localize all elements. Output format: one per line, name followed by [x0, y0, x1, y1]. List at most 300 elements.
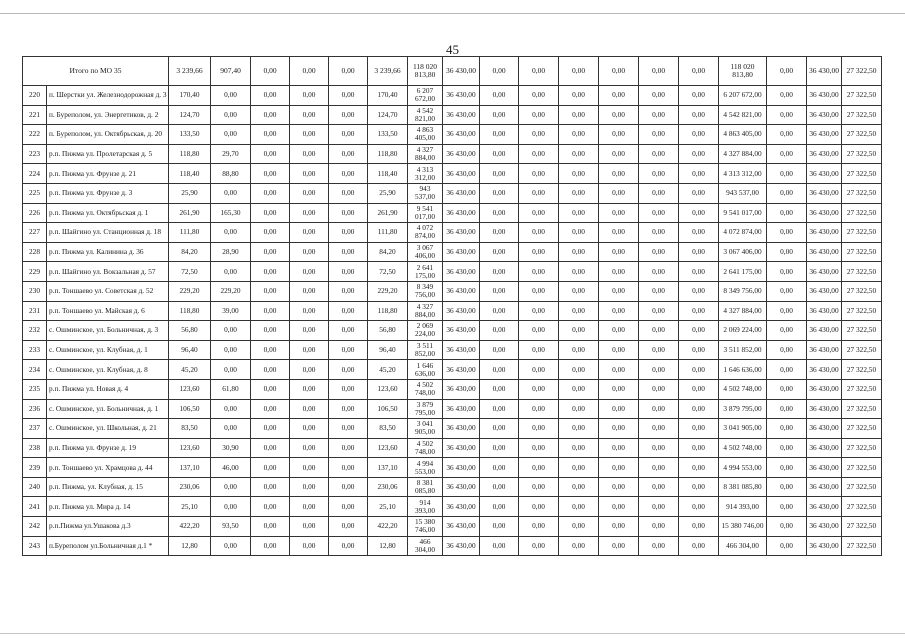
value-cell: 36 430,00	[443, 144, 480, 164]
value-cell: 0,00	[480, 223, 519, 243]
value-cell: 0,00	[679, 321, 719, 341]
value-cell: 0,00	[480, 517, 519, 537]
value-cell: 0,00	[679, 203, 719, 223]
value-cell: 0,00	[519, 399, 559, 419]
value-cell: 0,00	[480, 125, 519, 145]
value-cell: 0,00	[519, 262, 559, 282]
table-row	[23, 262, 882, 282]
value-cell: 61,80	[211, 379, 251, 399]
value-cell: 6 207 672,00	[719, 86, 767, 106]
value-cell: 25,10	[169, 497, 211, 517]
value-cell: 0,00	[599, 281, 639, 301]
value-cell: 0,00	[519, 203, 559, 223]
value-cell: 46,00	[211, 458, 251, 478]
value-cell: 36 430,00	[807, 438, 842, 458]
row-number: 227	[23, 223, 47, 243]
value-cell: 0,00	[599, 183, 639, 203]
value-cell: 36 430,00	[807, 360, 842, 380]
value-cell: 0,00	[480, 86, 519, 106]
total-cell: 3 239,66	[368, 57, 408, 86]
value-cell: 0,00	[480, 144, 519, 164]
value-cell: 3 041 905,00	[719, 419, 767, 439]
value-cell: 0,00	[290, 105, 329, 125]
value-cell: 0,00	[211, 477, 251, 497]
value-cell: 96,40	[169, 340, 211, 360]
address-cell: п.Буреполом ул.Больничная д.1 *	[47, 536, 169, 556]
row-number: 241	[23, 497, 47, 517]
value-cell: 0,00	[767, 419, 807, 439]
value-cell: 0,00	[329, 183, 368, 203]
value-cell: 0,00	[679, 458, 719, 478]
value-cell: 36 430,00	[443, 105, 480, 125]
value-cell: 0,00	[767, 144, 807, 164]
value-cell: 0,00	[767, 497, 807, 517]
value-cell: 72,50	[368, 262, 408, 282]
value-cell: 27 322,50	[842, 105, 882, 125]
value-cell: 0,00	[639, 301, 679, 321]
value-cell: 229,20	[211, 281, 251, 301]
value-cell: 0,00	[679, 419, 719, 439]
value-cell: 25,10	[368, 497, 408, 517]
value-cell: 27 322,50	[842, 399, 882, 419]
value-cell: 4 863 405,00	[719, 125, 767, 145]
value-cell: 118,80	[169, 301, 211, 321]
value-cell: 0,00	[767, 340, 807, 360]
value-cell: 0,00	[559, 517, 599, 537]
value-cell: 0,00	[679, 125, 719, 145]
address-cell: р.п. Тоншаево ул. Храмцова д. 44	[47, 458, 169, 478]
total-cell: 0,00	[639, 57, 679, 86]
value-cell: 0,00	[251, 477, 290, 497]
row-number: 239	[23, 458, 47, 478]
value-cell: 0,00	[211, 536, 251, 556]
value-cell: 84,20	[169, 242, 211, 262]
value-cell: 0,00	[599, 360, 639, 380]
value-cell: 0,00	[599, 301, 639, 321]
value-cell: 0,00	[639, 458, 679, 478]
value-cell: 0,00	[519, 105, 559, 125]
value-cell: 0,00	[251, 86, 290, 106]
row-number: 233	[23, 340, 47, 360]
value-cell: 0,00	[211, 262, 251, 282]
value-cell: 36 430,00	[443, 477, 480, 497]
value-cell: 422,20	[169, 517, 211, 537]
value-cell: 0,00	[767, 262, 807, 282]
value-cell: 0,00	[329, 105, 368, 125]
value-cell: 0,00	[679, 262, 719, 282]
data-table	[22, 56, 882, 556]
value-cell: 6 207 672,00	[408, 86, 443, 106]
address-cell: р.п. Пижма ул. Калинина д. 36	[47, 242, 169, 262]
value-cell: 27 322,50	[842, 242, 882, 262]
value-cell: 0,00	[639, 86, 679, 106]
value-cell: 0,00	[290, 203, 329, 223]
value-cell: 0,00	[559, 536, 599, 556]
table-row	[23, 125, 882, 145]
value-cell: 36 430,00	[807, 125, 842, 145]
table-row	[23, 281, 882, 301]
value-cell: 0,00	[480, 477, 519, 497]
value-cell: 0,00	[251, 321, 290, 341]
value-cell: 0,00	[251, 301, 290, 321]
value-cell: 0,00	[290, 536, 329, 556]
value-cell: 0,00	[559, 86, 599, 106]
value-cell: 27 322,50	[842, 477, 882, 497]
value-cell: 0,00	[251, 105, 290, 125]
address-cell: р.п. Шайгино ул. Станционная д. 18	[47, 223, 169, 243]
value-cell: 4 072 874,00	[719, 223, 767, 243]
value-cell: 36 430,00	[443, 438, 480, 458]
value-cell: 0,00	[767, 477, 807, 497]
value-cell: 0,00	[559, 144, 599, 164]
value-cell: 0,00	[767, 223, 807, 243]
value-cell: 0,00	[251, 399, 290, 419]
row-number: 220	[23, 86, 47, 106]
value-cell: 27 322,50	[842, 125, 882, 145]
value-cell: 0,00	[519, 281, 559, 301]
value-cell: 0,00	[290, 164, 329, 184]
table-row	[23, 419, 882, 439]
value-cell: 36 430,00	[807, 517, 842, 537]
value-cell: 36 430,00	[443, 125, 480, 145]
value-cell: 27 322,50	[842, 379, 882, 399]
value-cell: 8 349 756,00	[719, 281, 767, 301]
value-cell: 36 430,00	[443, 183, 480, 203]
value-cell: 36 430,00	[443, 321, 480, 341]
address-cell: с. Ошминское, ул. Больничная, д. 3	[47, 321, 169, 341]
value-cell: 0,00	[290, 477, 329, 497]
value-cell: 0,00	[211, 399, 251, 419]
value-cell: 0,00	[679, 399, 719, 419]
value-cell: 0,00	[679, 517, 719, 537]
value-cell: 0,00	[679, 281, 719, 301]
value-cell: 36 430,00	[807, 477, 842, 497]
value-cell: 0,00	[480, 301, 519, 321]
value-cell: 0,00	[559, 419, 599, 439]
row-number: 242	[23, 517, 47, 537]
value-cell: 3 041 905,00	[408, 419, 443, 439]
address-cell: р.п. Пижма ул. Пролетарская д. 5	[47, 144, 169, 164]
value-cell: 36 430,00	[807, 86, 842, 106]
value-cell: 0,00	[519, 419, 559, 439]
value-cell: 0,00	[519, 340, 559, 360]
value-cell: 0,00	[480, 497, 519, 517]
value-cell: 36 430,00	[807, 399, 842, 419]
value-cell: 0,00	[519, 477, 559, 497]
total-cell: 0,00	[679, 57, 719, 86]
value-cell: 0,00	[639, 536, 679, 556]
value-cell: 36 430,00	[807, 321, 842, 341]
value-cell: 36 430,00	[443, 242, 480, 262]
value-cell: 0,00	[599, 164, 639, 184]
table-row	[23, 536, 882, 556]
value-cell: 0,00	[480, 360, 519, 380]
row-number: 229	[23, 262, 47, 282]
value-cell: 229,20	[169, 281, 211, 301]
table-row	[23, 242, 882, 262]
address-cell: р.п. Пижма ул. Фрунзе д. 3	[47, 183, 169, 203]
value-cell: 230,06	[368, 477, 408, 497]
row-number: 238	[23, 438, 47, 458]
value-cell: 914 393,00	[408, 497, 443, 517]
value-cell: 27 322,50	[842, 262, 882, 282]
table-row	[23, 105, 882, 125]
value-cell: 4 502 748,00	[408, 379, 443, 399]
value-cell: 118,40	[169, 164, 211, 184]
value-cell: 4 327 884,00	[719, 301, 767, 321]
value-cell: 0,00	[290, 360, 329, 380]
value-cell: 0,00	[480, 321, 519, 341]
table-row	[23, 458, 882, 478]
total-cell: 118 020 813,80	[408, 57, 443, 86]
value-cell: 36 430,00	[807, 340, 842, 360]
value-cell: 0,00	[599, 144, 639, 164]
value-cell: 0,00	[251, 379, 290, 399]
value-cell: 0,00	[480, 105, 519, 125]
total-cell: 907,40	[211, 57, 251, 86]
value-cell: 0,00	[599, 477, 639, 497]
value-cell: 0,00	[599, 419, 639, 439]
value-cell: 0,00	[559, 360, 599, 380]
value-cell: 8 381 085,80	[719, 477, 767, 497]
row-number: 235	[23, 379, 47, 399]
value-cell: 0,00	[767, 183, 807, 203]
value-cell: 27 322,50	[842, 438, 882, 458]
value-cell: 56,80	[169, 321, 211, 341]
value-cell: 0,00	[251, 517, 290, 537]
value-cell: 0,00	[679, 301, 719, 321]
value-cell: 72,50	[169, 262, 211, 282]
address-cell: р.п. Шайгино ул. Вокзальная д. 57	[47, 262, 169, 282]
value-cell: 36 430,00	[807, 144, 842, 164]
value-cell: 36 430,00	[807, 497, 842, 517]
address-cell: с. Ошминское, ул. Клубная, д. 1	[47, 340, 169, 360]
value-cell: 3 067 406,00	[408, 242, 443, 262]
address-cell: п. Шерстки ул. Железнодорожная д. 3	[47, 86, 169, 106]
value-cell: 0,00	[519, 86, 559, 106]
value-cell: 27 322,50	[842, 183, 882, 203]
table-row	[23, 164, 882, 184]
value-cell: 0,00	[599, 379, 639, 399]
value-cell: 0,00	[767, 321, 807, 341]
value-cell: 0,00	[679, 360, 719, 380]
value-cell: 0,00	[767, 125, 807, 145]
value-cell: 0,00	[639, 105, 679, 125]
value-cell: 123,60	[169, 438, 211, 458]
top-divider-line	[0, 13, 905, 14]
value-cell: 0,00	[519, 517, 559, 537]
value-cell: 0,00	[519, 242, 559, 262]
total-cell: 36 430,00	[807, 57, 842, 86]
value-cell: 36 430,00	[443, 517, 480, 537]
value-cell: 137,10	[368, 458, 408, 478]
value-cell: 165,30	[211, 203, 251, 223]
value-cell: 0,00	[639, 379, 679, 399]
value-cell: 0,00	[599, 399, 639, 419]
value-cell: 39,00	[211, 301, 251, 321]
value-cell: 0,00	[639, 125, 679, 145]
value-cell: 261,90	[169, 203, 211, 223]
address-cell: р.п. Пижма ул. Октябрьская д. 1	[47, 203, 169, 223]
value-cell: 27 322,50	[842, 301, 882, 321]
address-cell: р.п. Пижма ул. Мира д. 14	[47, 497, 169, 517]
bottom-divider-line	[0, 633, 905, 634]
value-cell: 0,00	[767, 379, 807, 399]
value-cell: 36 430,00	[807, 183, 842, 203]
value-cell: 4 327 884,00	[408, 144, 443, 164]
value-cell: 27 322,50	[842, 497, 882, 517]
page-number: 45	[446, 42, 459, 57]
value-cell: 0,00	[767, 399, 807, 419]
value-cell: 0,00	[251, 223, 290, 243]
value-cell: 133,50	[169, 125, 211, 145]
value-cell: 0,00	[251, 242, 290, 262]
value-cell: 0,00	[767, 203, 807, 223]
value-cell: 27 322,50	[842, 203, 882, 223]
value-cell: 0,00	[767, 281, 807, 301]
value-cell: 0,00	[559, 223, 599, 243]
table-row	[23, 379, 882, 399]
total-cell: 118 020 813,80	[719, 57, 767, 86]
value-cell: 0,00	[290, 497, 329, 517]
value-cell: 0,00	[480, 281, 519, 301]
value-cell: 0,00	[679, 340, 719, 360]
address-cell: р.п. Пижма, ул. Клубная, д. 15	[47, 477, 169, 497]
total-cell: 0,00	[251, 57, 290, 86]
value-cell: 0,00	[329, 203, 368, 223]
row-number: 234	[23, 360, 47, 380]
value-cell: 36 430,00	[443, 340, 480, 360]
value-cell: 0,00	[211, 321, 251, 341]
value-cell: 83,50	[169, 419, 211, 439]
value-cell: 261,90	[368, 203, 408, 223]
value-cell: 0,00	[767, 458, 807, 478]
value-cell: 25,90	[169, 183, 211, 203]
value-cell: 0,00	[679, 438, 719, 458]
value-cell: 2 641 175,00	[408, 262, 443, 282]
row-number: 232	[23, 321, 47, 341]
value-cell: 36 430,00	[807, 223, 842, 243]
value-cell: 0,00	[329, 399, 368, 419]
value-cell: 0,00	[679, 497, 719, 517]
value-cell: 0,00	[639, 497, 679, 517]
table-row	[23, 399, 882, 419]
value-cell: 0,00	[679, 223, 719, 243]
value-cell: 3 067 406,00	[719, 242, 767, 262]
value-cell: 0,00	[599, 203, 639, 223]
value-cell: 0,00	[329, 477, 368, 497]
value-cell: 123,60	[368, 379, 408, 399]
value-cell: 0,00	[559, 242, 599, 262]
value-cell: 0,00	[211, 105, 251, 125]
value-cell: 83,50	[368, 419, 408, 439]
value-cell: 0,00	[480, 419, 519, 439]
value-cell: 0,00	[329, 379, 368, 399]
value-cell: 0,00	[519, 125, 559, 145]
value-cell: 422,20	[368, 517, 408, 537]
value-cell: 4 327 884,00	[719, 144, 767, 164]
value-cell: 0,00	[251, 125, 290, 145]
row-number: 225	[23, 183, 47, 203]
value-cell: 170,40	[169, 86, 211, 106]
table-row	[23, 144, 882, 164]
row-number: 226	[23, 203, 47, 223]
row-number: 230	[23, 281, 47, 301]
value-cell: 0,00	[251, 164, 290, 184]
value-cell: 943 537,00	[719, 183, 767, 203]
value-cell: 0,00	[639, 183, 679, 203]
value-cell: 0,00	[251, 203, 290, 223]
value-cell: 4 327 884,00	[408, 301, 443, 321]
value-cell: 0,00	[329, 321, 368, 341]
value-cell: 0,00	[559, 438, 599, 458]
value-cell: 0,00	[251, 360, 290, 380]
value-cell: 0,00	[767, 164, 807, 184]
value-cell: 36 430,00	[807, 379, 842, 399]
value-cell: 1 646 636,00	[719, 360, 767, 380]
value-cell: 0,00	[599, 262, 639, 282]
value-cell: 0,00	[519, 379, 559, 399]
value-cell: 0,00	[329, 242, 368, 262]
value-cell: 0,00	[559, 477, 599, 497]
value-cell: 0,00	[290, 301, 329, 321]
value-cell: 0,00	[559, 497, 599, 517]
value-cell: 0,00	[559, 203, 599, 223]
value-cell: 0,00	[329, 517, 368, 537]
value-cell: 943 537,00	[408, 183, 443, 203]
value-cell: 0,00	[559, 399, 599, 419]
address-cell: с. Ошминское, ул. Больничная, д. 1	[47, 399, 169, 419]
value-cell: 0,00	[290, 340, 329, 360]
value-cell: 133,50	[368, 125, 408, 145]
value-cell: 36 430,00	[443, 86, 480, 106]
value-cell: 0,00	[290, 281, 329, 301]
value-cell: 0,00	[251, 438, 290, 458]
value-cell: 2 069 224,00	[719, 321, 767, 341]
value-cell: 0,00	[251, 419, 290, 439]
value-cell: 0,00	[480, 536, 519, 556]
value-cell: 0,00	[559, 321, 599, 341]
value-cell: 0,00	[480, 183, 519, 203]
value-cell: 0,00	[290, 399, 329, 419]
value-cell: 0,00	[290, 419, 329, 439]
value-cell: 0,00	[679, 477, 719, 497]
total-cell: 0,00	[559, 57, 599, 86]
table-row	[23, 183, 882, 203]
value-cell: 30,90	[211, 438, 251, 458]
value-cell: 0,00	[211, 360, 251, 380]
value-cell: 0,00	[767, 301, 807, 321]
value-cell: 0,00	[211, 86, 251, 106]
value-cell: 0,00	[679, 144, 719, 164]
value-cell: 0,00	[639, 399, 679, 419]
value-cell: 230,06	[169, 477, 211, 497]
value-cell: 36 430,00	[443, 203, 480, 223]
value-cell: 0,00	[639, 281, 679, 301]
value-cell: 27 322,50	[842, 86, 882, 106]
value-cell: 229,20	[368, 281, 408, 301]
value-cell: 137,10	[169, 458, 211, 478]
value-cell: 0,00	[559, 183, 599, 203]
row-number: 240	[23, 477, 47, 497]
value-cell: 96,40	[368, 340, 408, 360]
value-cell: 0,00	[639, 360, 679, 380]
value-cell: 56,80	[368, 321, 408, 341]
row-number: 221	[23, 105, 47, 125]
value-cell: 170,40	[368, 86, 408, 106]
table-row	[23, 86, 882, 106]
value-cell: 0,00	[679, 242, 719, 262]
